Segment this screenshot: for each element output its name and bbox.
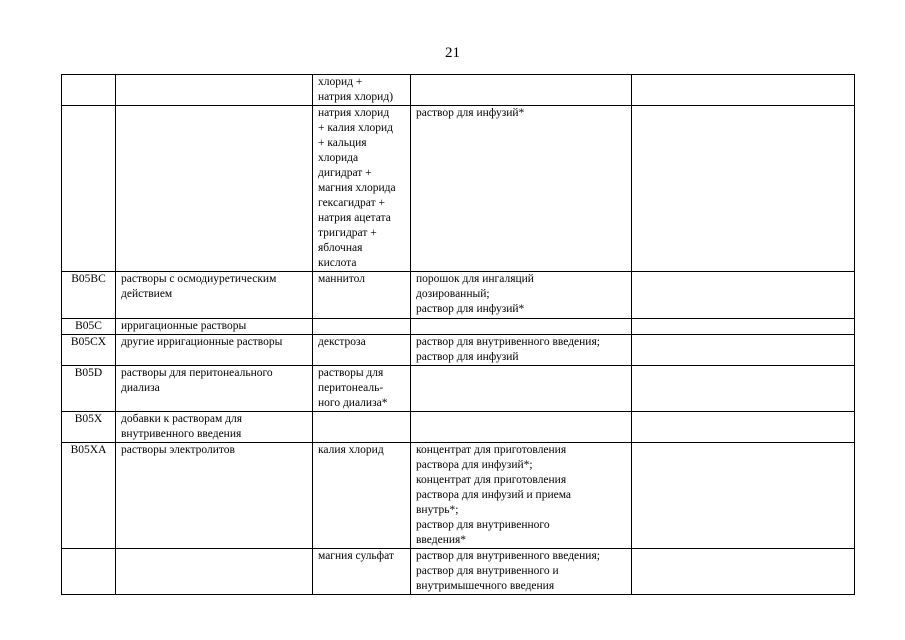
drug-name-line: гексагидрат + <box>318 197 385 209</box>
atc-code-cell <box>62 549 116 595</box>
group-name-cell <box>116 75 313 106</box>
drug-name-line: калия хлорид <box>318 444 384 456</box>
group-name-line: внутривенного введения <box>121 428 242 440</box>
drug-name-cell <box>313 549 411 595</box>
drug-name-line: декстроза <box>318 336 366 348</box>
dosage-form-cell <box>411 335 632 366</box>
atc-code: B05CX <box>70 336 107 348</box>
table-row <box>62 549 855 595</box>
atc-code: B05XA <box>70 444 107 456</box>
dosage-form-line: раствора для инфузий*; <box>416 459 533 471</box>
dosage-form-line: раствор для внутривенного введения; <box>416 550 600 562</box>
drug-name-line: + кальция <box>318 137 367 149</box>
dosage-form-line: введения* <box>416 534 467 546</box>
drug-table <box>61 74 855 595</box>
extra-cell <box>632 549 855 595</box>
group-name-line: добавки к растворам для <box>121 413 243 425</box>
dosage-form-line: раствор для инфузий <box>416 351 519 363</box>
table-row <box>62 106 855 272</box>
dosage-form-cell <box>411 443 632 549</box>
extra-cell <box>632 319 855 335</box>
drug-name-cell <box>313 106 411 272</box>
page-number: 21 <box>445 45 460 61</box>
table-row <box>62 412 855 443</box>
group-name-line: растворы электролитов <box>121 444 235 456</box>
drug-name-line: дигидрат + <box>318 167 372 179</box>
table-row <box>62 443 855 549</box>
group-name-cell <box>116 319 313 335</box>
drug-name-line: хлорида <box>318 152 359 164</box>
drug-name-line: хлорид + <box>318 76 363 88</box>
atc-code: B05BC <box>71 273 106 285</box>
extra-cell <box>632 335 855 366</box>
group-name-cell <box>116 272 313 319</box>
group-name-cell <box>116 443 313 549</box>
drug-name-line: кислота <box>318 257 357 269</box>
atc-code: B05X <box>74 413 103 425</box>
drug-name-cell <box>313 412 411 443</box>
drug-name-cell <box>313 319 411 335</box>
drug-name-cell <box>313 443 411 549</box>
group-name-line: диализа <box>121 382 160 394</box>
group-name-cell <box>116 366 313 412</box>
group-name-line: другие ирригационные растворы <box>121 336 283 348</box>
drug-name-cell <box>313 272 411 319</box>
dosage-form-line: концентрат для приготовления <box>416 474 567 486</box>
dosage-form-cell <box>411 412 632 443</box>
dosage-form-line: раствор для внутривенного <box>416 519 550 531</box>
drug-name-cell <box>313 75 411 106</box>
atc-code-cell <box>62 75 116 106</box>
group-name-cell <box>116 335 313 366</box>
group-name-line: действием <box>121 288 173 300</box>
drug-name-line: перитонеаль- <box>318 382 384 394</box>
drug-name-line: натрия хлорид) <box>318 91 394 103</box>
atc-code: B05C <box>75 320 102 332</box>
drug-name-line: натрия ацетата <box>318 212 391 224</box>
drug-name-line: магния хлорида <box>318 182 396 194</box>
dosage-form-line: раствор для инфузий* <box>416 303 525 315</box>
drug-name-line: + калия хлорид <box>318 122 394 134</box>
atc-code-cell <box>62 319 116 335</box>
extra-cell <box>632 75 855 106</box>
dosage-form-line: внутримышечного введения <box>416 580 555 592</box>
group-name-line: ирригационные растворы <box>121 320 247 332</box>
drug-name-line: яблочная <box>318 242 363 254</box>
dosage-form-line: концентрат для приготовления <box>416 444 567 456</box>
atc-code-cell <box>62 335 116 366</box>
group-name-cell <box>116 106 313 272</box>
dosage-form-cell <box>411 549 632 595</box>
table-row <box>62 319 855 335</box>
atc-code-cell <box>62 272 116 319</box>
dosage-form-line: раствор для внутривенного введения; <box>416 336 600 348</box>
group-name-line: растворы с осмодиуретическим <box>121 273 277 285</box>
extra-cell <box>632 106 855 272</box>
dosage-form-line: раствор для инфузий* <box>416 107 525 119</box>
dosage-form-line: порошок для ингаляций <box>416 273 534 285</box>
atc-code: B05D <box>74 367 103 379</box>
drug-name-line: тригидрат + <box>318 227 377 239</box>
drug-name-line: маннитол <box>318 273 365 285</box>
group-name-cell <box>116 549 313 595</box>
dosage-form-cell <box>411 106 632 272</box>
atc-code-cell <box>62 106 116 272</box>
atc-code-cell <box>62 412 116 443</box>
drug-name-line: ного диализа* <box>318 397 388 409</box>
table-row <box>62 335 855 366</box>
extra-cell <box>632 443 855 549</box>
extra-cell <box>632 412 855 443</box>
dosage-form-cell <box>411 366 632 412</box>
drug-name-line: натрия хлорид <box>318 107 390 119</box>
drug-name-line: растворы для <box>318 367 384 379</box>
extra-cell <box>632 272 855 319</box>
atc-code-cell <box>62 443 116 549</box>
group-name-cell <box>116 412 313 443</box>
dosage-form-cell <box>411 75 632 106</box>
table-row <box>62 272 855 319</box>
group-name-line: растворы для перитонеального <box>121 367 273 379</box>
dosage-form-line: раствор для внутривенного и <box>416 565 559 577</box>
table-body <box>62 75 855 595</box>
atc-code-cell <box>62 366 116 412</box>
drug-name-line: магния сульфат <box>318 550 394 562</box>
dosage-form-line: раствора для инфузий и приема <box>416 489 572 501</box>
dosage-form-line: дозированный; <box>416 288 490 300</box>
dosage-form-cell <box>411 272 632 319</box>
dosage-form-cell <box>411 319 632 335</box>
table-row <box>62 366 855 412</box>
drug-name-cell <box>313 366 411 412</box>
drug-name-cell <box>313 335 411 366</box>
table-row <box>62 75 855 106</box>
extra-cell <box>632 366 855 412</box>
dosage-form-line: внутрь*; <box>416 504 459 516</box>
